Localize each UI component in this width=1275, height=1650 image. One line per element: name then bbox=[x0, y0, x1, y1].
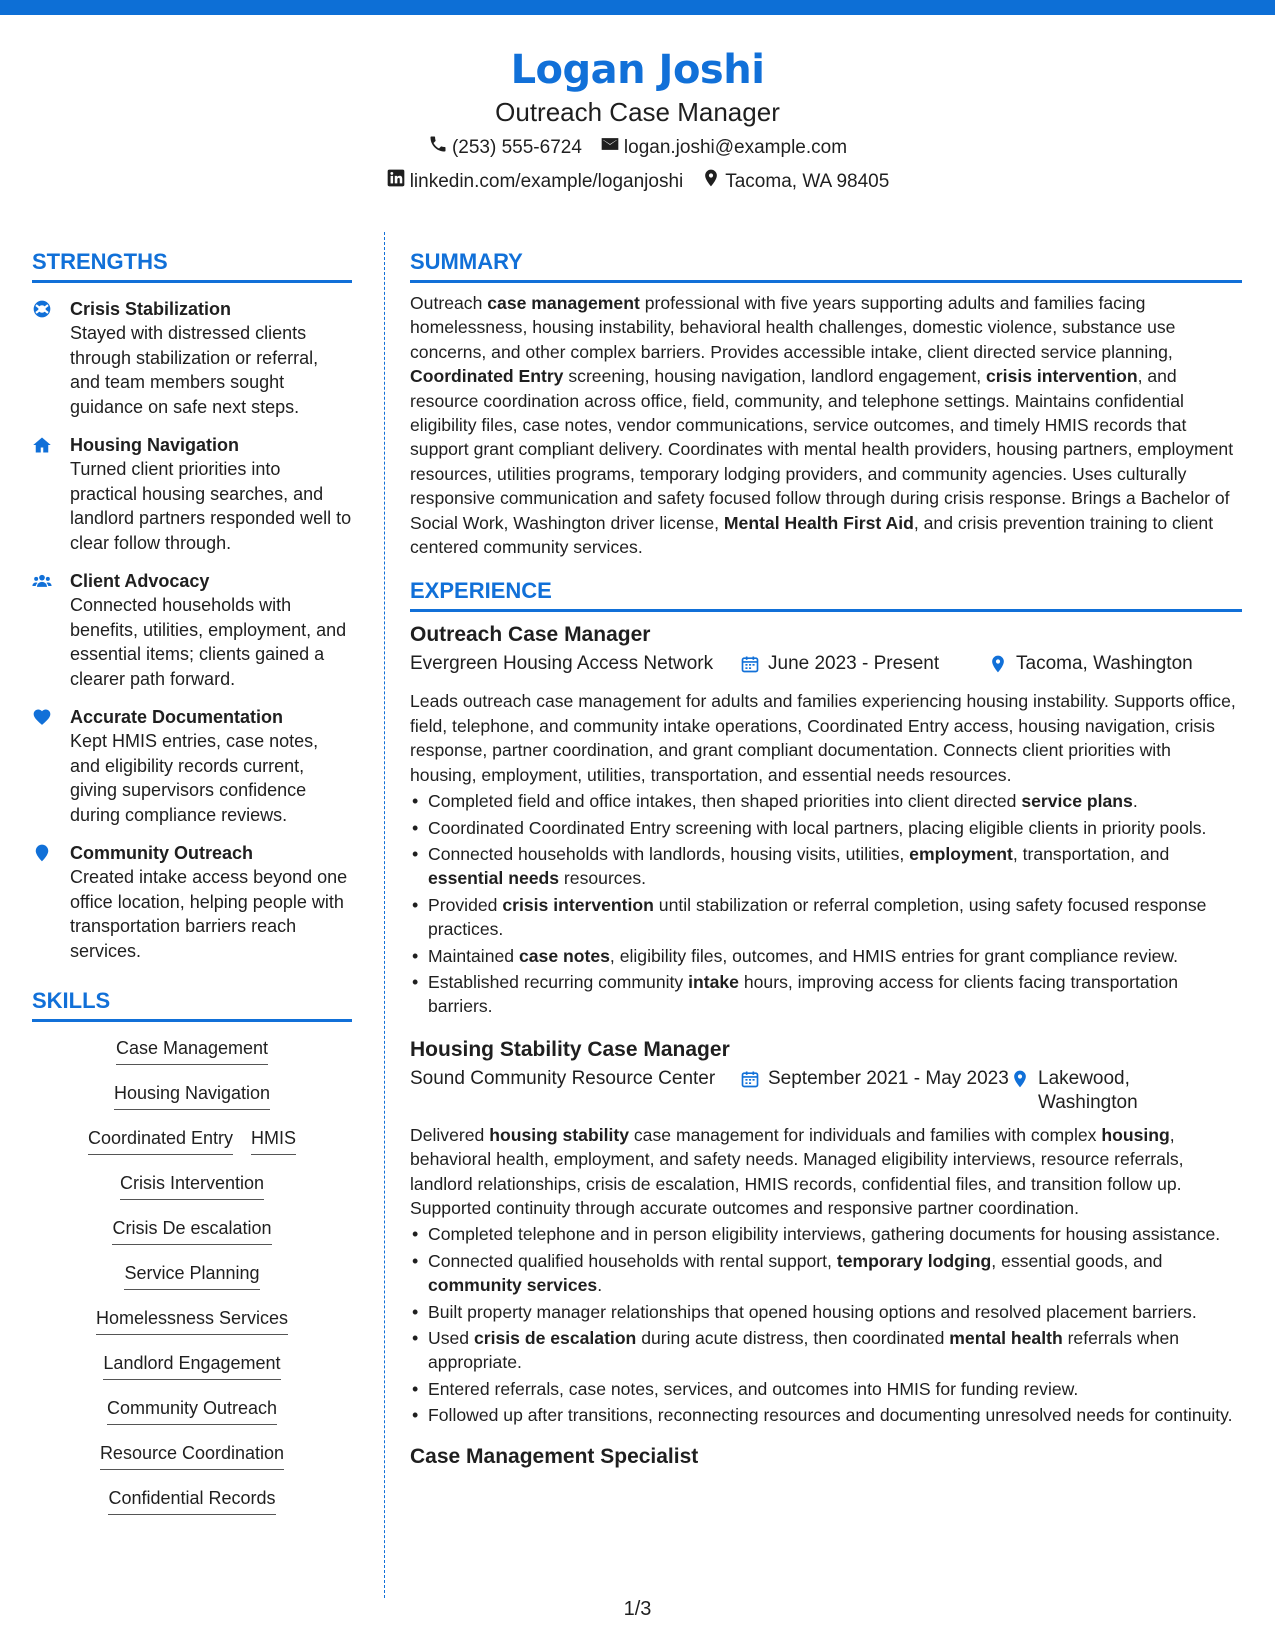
text-run: Outreach bbox=[410, 293, 488, 313]
strength-body bbox=[70, 841, 352, 963]
text-run: , and crisis prevention training to client centered community services. bbox=[410, 512, 1214, 558]
text-run: Completed field and office intakes, then shaped priorities into client directed bbox=[428, 791, 1022, 812]
text-run: Maintained bbox=[428, 945, 519, 966]
strength-item bbox=[32, 297, 352, 419]
job-meta bbox=[410, 652, 1242, 681]
bold-keyword: case notes bbox=[518, 945, 610, 966]
right-column bbox=[410, 248, 1242, 1472]
skill-tag: Service Planning bbox=[124, 1261, 259, 1290]
text-run: Leads outreach case management for adults and families experiencing housing instability. Supports office, field, telephone, and community intake operations, Coordinated Entry access, housing navigation, crisis response, partner coordination, and grant compliant documentation. Connects client priorities with housing, employment, utilities, transportation, and essential needs resources. bbox=[410, 691, 1236, 785]
bold-keyword: service plans bbox=[1021, 791, 1133, 812]
skill-tag: Landlord Engagement bbox=[103, 1351, 280, 1380]
text-run: Built property manager relationships that opened housing options and resolved placement barriers. bbox=[428, 1301, 1197, 1322]
strength-title: Client Advocacy bbox=[70, 571, 210, 591]
text-run: , essential goods, and bbox=[991, 1250, 1163, 1271]
contact-row-2 bbox=[0, 168, 1275, 196]
bullet-item bbox=[410, 1326, 1242, 1375]
text-run: Followed up after transitions, reconnecting resources and documenting unresolved needs for continuity. bbox=[428, 1405, 1233, 1426]
text-run: hours, improving access for clients facing transportation barriers. bbox=[428, 971, 1179, 1017]
skill-tag: Crisis De escalation bbox=[112, 1216, 271, 1245]
skill-tag: Community Outreach bbox=[107, 1396, 277, 1425]
bold-keyword: mental health bbox=[949, 1328, 1063, 1348]
skill-row bbox=[100, 1441, 284, 1486]
bold-keyword: crisis de escalation bbox=[473, 1328, 637, 1348]
job-dates-text: June 2023 - Present bbox=[768, 653, 940, 675]
skills-list bbox=[32, 1036, 352, 1531]
bullet-item bbox=[410, 1377, 1242, 1401]
job-location bbox=[1010, 1067, 1150, 1115]
skill-row bbox=[124, 1261, 259, 1306]
bold-keyword: Mental Health First Aid bbox=[723, 512, 914, 533]
strength-body bbox=[70, 433, 352, 555]
skill-tag: Resource Coordination bbox=[100, 1441, 284, 1470]
job-title: Outreach Case Manager bbox=[410, 623, 651, 647]
bold-keyword: Coordinated Entry bbox=[410, 366, 564, 387]
job-dates bbox=[740, 1067, 1010, 1115]
strength-desc: Connected households with benefits, utilities, employment, and essential items; clients gained a clearer path forward. bbox=[70, 595, 347, 689]
text-run: , transportation, and bbox=[1012, 843, 1170, 864]
job-entry bbox=[410, 620, 1242, 1018]
linkedin-icon bbox=[386, 168, 406, 196]
skill-tag: HMIS bbox=[251, 1126, 296, 1155]
skill-row bbox=[112, 1216, 271, 1261]
page-number: 1/3 bbox=[623, 1598, 652, 1620]
calendar-icon bbox=[740, 652, 768, 681]
skill-tag: Case Management bbox=[116, 1036, 268, 1065]
summary-heading: SUMMARY bbox=[410, 248, 1242, 283]
bullet-item bbox=[410, 893, 1242, 942]
job-title: Housing Stability Case Manager bbox=[410, 1037, 730, 1061]
text-run: during acute distress, then coordinated bbox=[636, 1328, 950, 1348]
bold-keyword: crisis intervention bbox=[502, 894, 654, 915]
skill-tag: Crisis Intervention bbox=[120, 1171, 264, 1200]
bold-keyword: community services bbox=[428, 1275, 598, 1296]
summary-text bbox=[410, 291, 1242, 559]
job-description bbox=[410, 1123, 1242, 1221]
job-location bbox=[988, 652, 1193, 681]
bullet-item bbox=[410, 1222, 1242, 1246]
bold-keyword: temporary lodging bbox=[836, 1250, 992, 1271]
strength-desc: Stayed with distressed clients through stabilization or referral, and team members sought guidance on safe next steps. bbox=[70, 323, 319, 417]
bullet-item bbox=[410, 944, 1242, 968]
top-accent-bar bbox=[0, 0, 1275, 15]
email-text[interactable]: logan.joshi@example.com bbox=[623, 137, 848, 158]
strength-desc: Turned client priorities into practical housing searches, and landlord partners responded well to clear follow through. bbox=[70, 459, 352, 553]
calendar-icon bbox=[740, 1067, 768, 1096]
text-run: screening, housing navigation, landlord engagement, bbox=[563, 366, 987, 387]
text-run: Connected qualified households with rental support, bbox=[428, 1250, 837, 1271]
phone-icon bbox=[428, 134, 448, 162]
skill-row bbox=[103, 1351, 280, 1396]
bullet-item bbox=[410, 1300, 1242, 1324]
bold-keyword: case management bbox=[487, 293, 640, 313]
envelope-icon bbox=[600, 134, 620, 162]
strength-item bbox=[32, 841, 352, 963]
home-icon bbox=[32, 433, 70, 555]
heart-icon bbox=[32, 705, 70, 827]
map-pin-icon bbox=[701, 168, 721, 196]
bold-keyword: housing bbox=[1101, 1124, 1170, 1145]
text-run: Delivered bbox=[410, 1124, 490, 1145]
strength-body bbox=[70, 297, 352, 419]
strength-desc: Kept HMIS entries, case notes, and eligibility records current, giving supervisors confidence during compliance reviews. bbox=[70, 731, 319, 825]
map-pin-icon bbox=[1010, 1067, 1038, 1096]
candidate-title: Outreach Case Manager bbox=[495, 97, 780, 127]
skill-tag: Homelessness Services bbox=[96, 1306, 288, 1335]
text-run: Coordinated Coordinated Entry screening with local partners, placing eligible clients in priority pools. bbox=[428, 817, 1207, 838]
location-text: Tacoma, WA 98405 bbox=[725, 171, 890, 192]
linkedin-text[interactable]: linkedin.com/example/loganjoshi bbox=[409, 171, 684, 192]
contact-row-1 bbox=[0, 134, 1275, 162]
strength-desc: Created intake access beyond one office location, helping people with transportation barriers reach services. bbox=[70, 867, 348, 961]
bold-keyword: intake bbox=[688, 971, 739, 992]
strength-title: Accurate Documentation bbox=[70, 707, 284, 727]
column-divider bbox=[384, 232, 385, 1598]
bold-keyword: essential needs bbox=[428, 868, 560, 889]
text-run: Entered referrals, case notes, services, and outcomes into HMIS for funding review. bbox=[428, 1378, 1079, 1399]
skill-row bbox=[108, 1486, 275, 1531]
skill-row bbox=[96, 1306, 288, 1351]
job-description bbox=[410, 689, 1242, 787]
map-pin-icon bbox=[32, 841, 70, 963]
skill-row bbox=[107, 1396, 277, 1441]
job-company: Sound Community Resource Center bbox=[410, 1067, 716, 1089]
text-run: Established recurring community bbox=[428, 971, 689, 992]
job-entry bbox=[410, 1035, 1242, 1428]
job-company: Evergreen Housing Access Network bbox=[410, 653, 714, 675]
skill-row bbox=[116, 1036, 268, 1081]
job-bullets bbox=[410, 1222, 1242, 1427]
skill-tag: Confidential Records bbox=[108, 1486, 275, 1515]
email-contact[interactable] bbox=[600, 134, 847, 162]
strength-item bbox=[32, 705, 352, 827]
text-run: , behavioral health, employment, and safety needs. Managed eligibility interviews, resource referrals, landlord relationships, crisis de escalation, HMIS records, confidential files, and transition follow up. Supported continuity through accurate outcomes and responsive partner coordination. bbox=[410, 1124, 1184, 1218]
location-contact bbox=[701, 168, 889, 196]
text-run: referrals when appropriate. bbox=[428, 1328, 1180, 1373]
map-pin-icon bbox=[988, 652, 1016, 681]
bold-keyword: crisis intervention bbox=[986, 366, 1138, 387]
text-run: . bbox=[597, 1275, 603, 1296]
bullet-item bbox=[410, 970, 1242, 1019]
strength-item bbox=[32, 433, 352, 555]
bullet-item bbox=[410, 842, 1242, 891]
job-dates bbox=[740, 652, 988, 681]
bullet-item bbox=[410, 789, 1242, 813]
strength-title: Housing Navigation bbox=[70, 435, 240, 455]
skills-heading: SKILLS bbox=[32, 987, 352, 1022]
text-run: , and resource coordination across office, field, community, and telephone settings. Maintains confidential eligibility files, case notes, vendor communications, service outcomes, and timely HMIS records that support grant compliant delivery. Coordinates with mental health providers, housing partners, employment resources, utilities programs, temporary lodging providers, and community agencies. Uses culturally responsive communication and safety focused follow through during crisis response. Brings a Bachelor of Social Work, Washington driver license, bbox=[410, 366, 1234, 533]
text-run: , eligibility files, outcomes, and HMIS entries for grant compliance review. bbox=[609, 945, 1179, 966]
text-run: case management for individuals and families with complex bbox=[629, 1124, 1102, 1145]
resume-header bbox=[0, 44, 1275, 196]
bold-keyword: employment bbox=[909, 843, 1013, 864]
skill-row bbox=[88, 1126, 296, 1171]
strengths-heading: STRENGTHS bbox=[32, 248, 352, 283]
skill-row bbox=[114, 1081, 270, 1126]
candidate-name: Logan Joshi bbox=[510, 47, 765, 93]
strength-body bbox=[70, 705, 352, 827]
experience-heading: EXPERIENCE bbox=[410, 577, 1242, 612]
text-run: resources. bbox=[559, 868, 647, 889]
strength-body bbox=[70, 569, 352, 691]
text-run: until stabilization or referral completion, using safety focused response practices. bbox=[428, 894, 1207, 940]
text-run: Completed telephone and in person eligibility interviews, gathering documents for housing assistance. bbox=[428, 1224, 1221, 1245]
text-run: . bbox=[1132, 791, 1138, 812]
job-dates-text: September 2021 - May 2023 bbox=[768, 1067, 1009, 1089]
phone-contact bbox=[428, 134, 582, 162]
left-column bbox=[32, 248, 352, 1531]
job-meta bbox=[410, 1067, 1242, 1115]
job-location-text: Tacoma, Washington bbox=[1016, 653, 1193, 675]
text-run: Provided bbox=[428, 894, 503, 915]
strength-item bbox=[32, 569, 352, 691]
lifebuoy-icon bbox=[32, 297, 70, 419]
bullet-item bbox=[410, 816, 1242, 840]
bullet-item bbox=[410, 1249, 1242, 1298]
strength-title: Crisis Stabilization bbox=[70, 299, 232, 319]
phone-text: (253) 555-6724 bbox=[451, 137, 582, 158]
users-icon bbox=[32, 569, 70, 691]
text-run: Used bbox=[428, 1328, 474, 1348]
job-bullets bbox=[410, 789, 1242, 1019]
text-run: Connected households with landlords, housing visits, utilities, bbox=[428, 843, 910, 864]
job-title: Case Management Specialist bbox=[410, 1444, 699, 1468]
bold-keyword: housing stability bbox=[489, 1124, 629, 1145]
text-run: professional with five years supporting adults and families facing homelessness, housing instability, behavioral health challenges, domestic violence, substance use concerns, and other complex barriers. Provides accessible intake, client directed service planning, bbox=[410, 293, 1176, 362]
skill-tag: Housing Navigation bbox=[114, 1081, 270, 1110]
bullet-item bbox=[410, 1403, 1242, 1427]
skill-row bbox=[120, 1171, 264, 1216]
skill-tag: Coordinated Entry bbox=[88, 1126, 233, 1155]
strength-title: Community Outreach bbox=[70, 843, 254, 863]
job-location-text: Lakewood, Washington bbox=[1038, 1067, 1138, 1113]
linkedin-contact[interactable] bbox=[386, 168, 684, 196]
